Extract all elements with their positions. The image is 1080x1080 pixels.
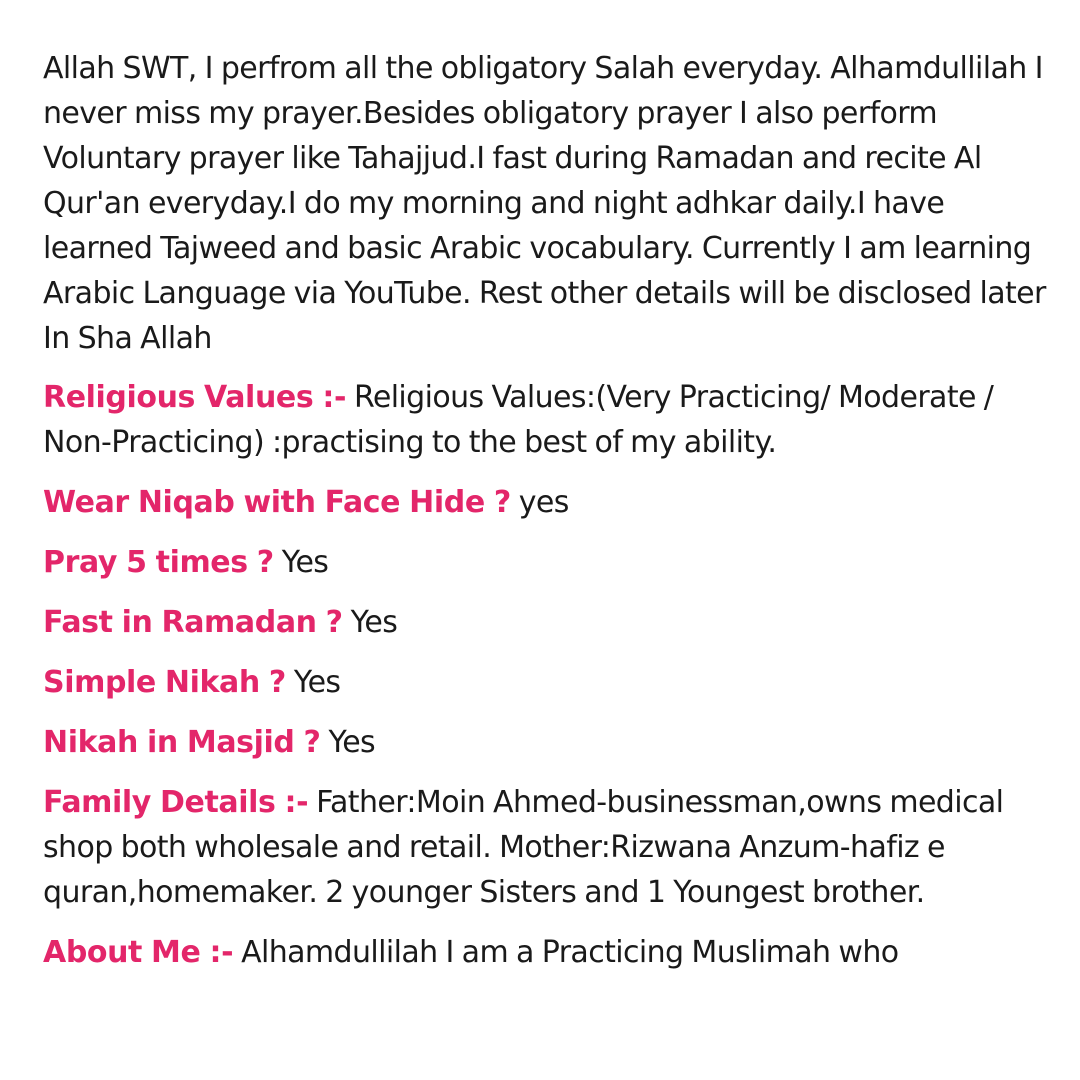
niqab-value: yes bbox=[518, 485, 569, 520]
niqab-label: Wear Niqab with Face Hide ? bbox=[43, 485, 511, 520]
simple-nikah-label: Simple Nikah ? bbox=[43, 665, 286, 700]
field-simple-nikah bbox=[43, 660, 1053, 705]
family-details-label: Family Details :- bbox=[43, 785, 309, 820]
about-me-value: Alhamdullilah I am a Practicing Muslimah who bbox=[241, 935, 899, 970]
fast-value: Yes bbox=[350, 605, 398, 640]
profile-details bbox=[43, 46, 1053, 990]
about-me-label: About Me :- bbox=[43, 935, 234, 970]
field-niqab bbox=[43, 480, 1053, 525]
simple-nikah-value: Yes bbox=[293, 665, 341, 700]
pray-value: Yes bbox=[281, 545, 329, 580]
field-fast bbox=[43, 600, 1053, 645]
field-nikah-masjid bbox=[43, 720, 1053, 765]
fast-label: Fast in Ramadan ? bbox=[43, 605, 343, 640]
field-pray bbox=[43, 540, 1053, 585]
religious-values-value: Religious Values:(Very Practicing/ Moderate / Non-Practicing) :practising to the best of my ability. bbox=[43, 380, 994, 460]
religious-values-label: Religious Values :- bbox=[43, 380, 346, 415]
nikah-masjid-value: Yes bbox=[328, 725, 376, 760]
pray-label: Pray 5 times ? bbox=[43, 545, 274, 580]
field-about-me bbox=[43, 930, 1053, 975]
nikah-masjid-label: Nikah in Masjid ? bbox=[43, 725, 321, 760]
field-religious-values bbox=[43, 375, 1053, 465]
intro-paragraph: Allah SWT, I perfrom all the obligatory Salah everyday. Alhamdullilah I never miss my prayer.Besides obligatory prayer I also perform Voluntary prayer like Tahajjud.I fast during Ramadan and recite Al Qur'an everyday.I do my morning and night adhkar daily.I have learned Tajweed and basic Arabic vocabulary. Currently I am learning Arabic Language via YouTube. Rest other details will be disclosed later In Sha Allah bbox=[43, 51, 1046, 356]
family-details-value: Father:Moin Ahmed-businessman,owns medical shop both wholesale and retail. Mother:Rizwana Anzum-hafiz e quran,homemaker. 2 younger Sisters and 1 Youngest brother. bbox=[43, 785, 1004, 910]
field-family-details bbox=[43, 780, 1053, 915]
